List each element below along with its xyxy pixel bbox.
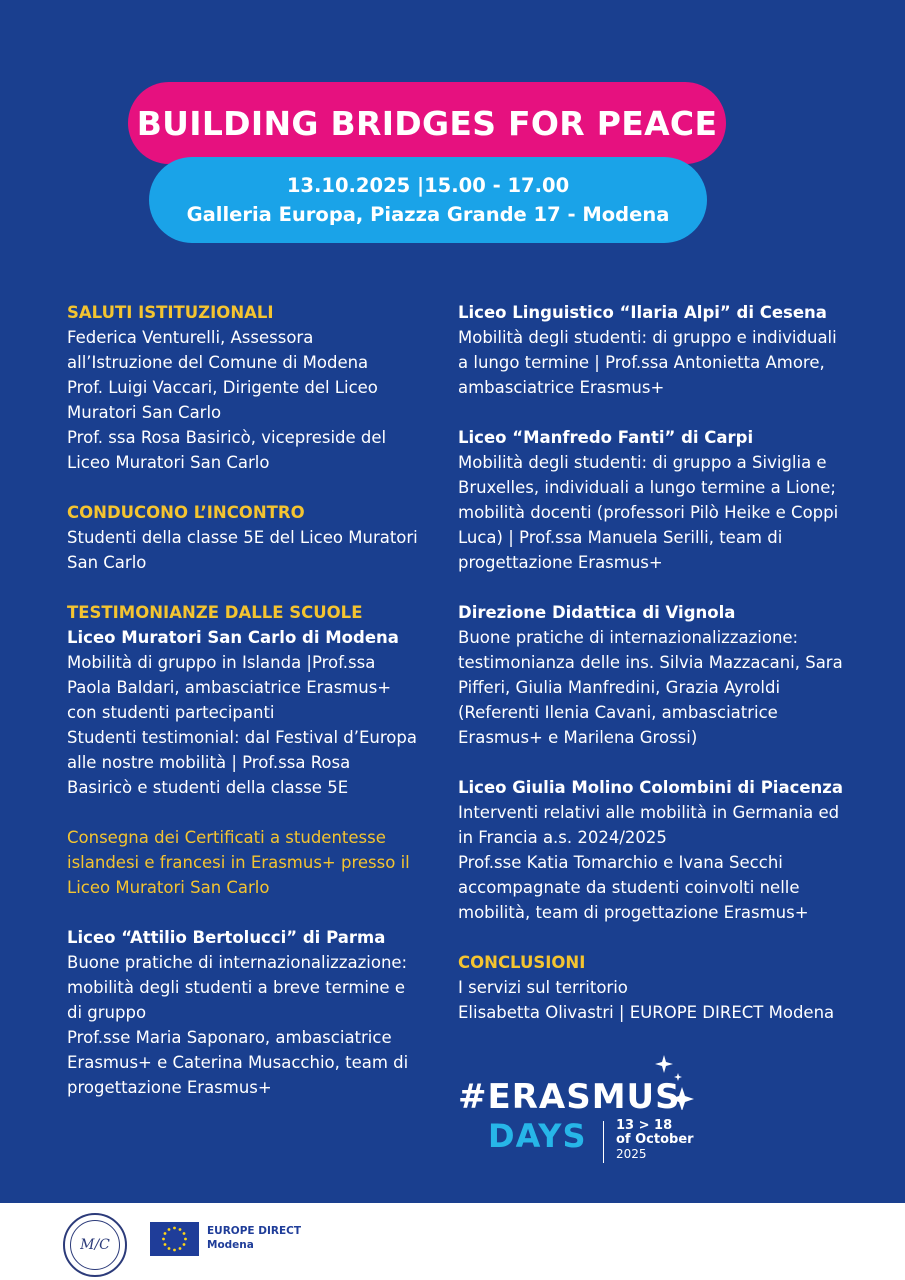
erasmus-dates bbox=[616, 1119, 694, 1161]
school-name: Liceo “Attilio Bertolucci” di Parma bbox=[67, 928, 386, 947]
event-datetime: 13.10.2025 |15.00 - 17.00 bbox=[286, 174, 570, 197]
alpi-line: ambasciatrice Erasmus+ bbox=[458, 378, 665, 397]
saluti-line: all’Istruzione del Comune di Modena bbox=[67, 353, 369, 372]
fanti-section bbox=[458, 425, 858, 575]
colombini-line: mobilità, team di progettazione Erasmus+ bbox=[458, 903, 809, 922]
right-column bbox=[458, 300, 858, 1050]
fanti-line: Bruxelles, individuali a lungo termine a Lione; bbox=[458, 478, 836, 497]
erasmus-title: #ERASMUS bbox=[458, 1077, 681, 1117]
erasmus-days-word: DAYS bbox=[488, 1117, 587, 1155]
event-info-banner bbox=[149, 157, 707, 243]
school-seal-logo bbox=[63, 1213, 127, 1277]
school-name: Liceo Linguistico “Ilaria Alpi” di Cesena bbox=[458, 303, 827, 322]
conducono-line: San Carlo bbox=[67, 553, 147, 572]
testimonianze-heading: TESTIMONIANZE DALLE SCUOLE bbox=[67, 603, 363, 622]
europe-direct-city: Modena bbox=[207, 1239, 254, 1251]
eu-flag-icon bbox=[150, 1222, 199, 1256]
colombini-section bbox=[458, 775, 858, 925]
dates-month: of October bbox=[616, 1132, 694, 1147]
school-seal-inner: M/C bbox=[70, 1220, 120, 1270]
testimonianze-line: Basiricò e studenti della classe 5E bbox=[67, 778, 349, 797]
vignola-line: testimonianza delle ins. Silvia Mazzacani, Sara bbox=[458, 653, 843, 672]
logo-divider bbox=[603, 1121, 604, 1163]
bertolucci-line: progettazione Erasmus+ bbox=[67, 1078, 272, 1097]
school-name: Liceo Muratori San Carlo di Modena bbox=[67, 628, 399, 647]
school-name: Liceo “Manfredo Fanti” di Carpi bbox=[458, 428, 754, 447]
bertolucci-line: Buone pratiche di internazionalizzazione: bbox=[67, 953, 408, 972]
colombini-line: Interventi relativi alle mobilità in Germania ed bbox=[458, 803, 840, 822]
fanti-line: progettazione Erasmus+ bbox=[458, 553, 663, 572]
bertolucci-line: mobilità degli studenti a breve termine e bbox=[67, 978, 405, 997]
conclusioni-section bbox=[458, 950, 858, 1025]
event-title: BUILDING BRIDGES FOR PEACE bbox=[136, 103, 718, 143]
vignola-section bbox=[458, 600, 858, 750]
saluti-heading: SALUTI ISTITUZIONALI bbox=[67, 303, 274, 322]
fanti-line: Luca) | Prof.ssa Manuela Serilli, team di bbox=[458, 528, 783, 547]
colombini-line: in Francia a.s. 2024/2025 bbox=[458, 828, 667, 847]
colombini-line: accompagnate da studenti coinvolti nelle bbox=[458, 878, 800, 897]
saluti-section bbox=[67, 300, 432, 475]
conclusioni-line: Elisabetta Olivastri | EUROPE DIRECT Modena bbox=[458, 1003, 835, 1022]
vignola-line: Buone pratiche di internazionalizzazione: bbox=[458, 628, 799, 647]
europe-direct-title: EUROPE DIRECT bbox=[207, 1225, 301, 1237]
school-name: Liceo Giulia Molino Colombini di Piacenza bbox=[458, 778, 844, 797]
testimonianze-line: Mobilità di gruppo in Islanda |Prof.ssa bbox=[67, 653, 376, 672]
consegna-section bbox=[67, 825, 432, 900]
consegna-line: Liceo Muratori San Carlo bbox=[67, 878, 270, 897]
vignola-line: Pifferi, Giulia Manfredini, Grazia Ayroldi bbox=[458, 678, 781, 697]
testimonianze-section bbox=[67, 600, 432, 800]
bertolucci-line: Erasmus+ e Caterina Musacchio, team di bbox=[67, 1053, 409, 1072]
saluti-line: Muratori San Carlo bbox=[67, 403, 222, 422]
conducono-heading: CONDUCONO L’INCONTRO bbox=[67, 503, 305, 522]
conclusioni-line: I servizi sul territorio bbox=[458, 978, 628, 997]
saluti-line: Prof. ssa Rosa Basiricò, vicepreside del bbox=[67, 428, 387, 447]
erasmus-days-logo bbox=[458, 1055, 718, 1170]
bertolucci-section bbox=[67, 925, 432, 1100]
school-name: Direzione Didattica di Vignola bbox=[458, 603, 736, 622]
colombini-line: Prof.sse Katia Tomarchio e Ivana Secchi bbox=[458, 853, 783, 872]
conducono-section bbox=[67, 500, 432, 575]
saluti-line: Prof. Luigi Vaccari, Dirigente del Liceo bbox=[67, 378, 378, 397]
left-column bbox=[67, 300, 432, 1125]
alpi-line: Mobilità degli studenti: di gruppo e individuali bbox=[458, 328, 837, 347]
consegna-line: islandesi e francesi in Erasmus+ presso il bbox=[67, 853, 410, 872]
vignola-line: Erasmus+ e Marilena Grossi) bbox=[458, 728, 698, 747]
dates-year: 2025 bbox=[616, 1147, 647, 1161]
fanti-line: Mobilità degli studenti: di gruppo a Siviglia e bbox=[458, 453, 827, 472]
testimonianze-line: alle nostre mobilità | Prof.ssa Rosa bbox=[67, 753, 351, 772]
conclusioni-heading: CONCLUSIONI bbox=[458, 953, 586, 972]
bertolucci-line: di gruppo bbox=[67, 1003, 147, 1022]
bertolucci-line: Prof.sse Maria Saponaro, ambasciatrice bbox=[67, 1028, 392, 1047]
alpi-section bbox=[458, 300, 858, 400]
fanti-line: mobilità docenti (professori Pilò Heike e Coppi bbox=[458, 503, 839, 522]
event-location: Galleria Europa, Piazza Grande 17 - Modena bbox=[186, 203, 670, 226]
event-title-banner bbox=[128, 82, 726, 164]
vignola-line: (Referenti Ilenia Cavani, ambasciatrice bbox=[458, 703, 778, 722]
alpi-line: a lungo termine | Prof.ssa Antonietta Amore, bbox=[458, 353, 825, 372]
footer bbox=[0, 1203, 905, 1280]
consegna-line: Consegna dei Certificati a studentesse bbox=[67, 828, 386, 847]
testimonianze-line: Paola Baldari, ambasciatrice Erasmus+ bbox=[67, 678, 392, 697]
europe-direct-label bbox=[207, 1224, 301, 1252]
testimonianze-line: Studenti testimonial: dal Festival d’Europa bbox=[67, 728, 417, 747]
saluti-line: Liceo Muratori San Carlo bbox=[67, 453, 270, 472]
testimonianze-line: con studenti partecipanti bbox=[67, 703, 275, 722]
saluti-line: Federica Venturelli, Assessora bbox=[67, 328, 314, 347]
conducono-line: Studenti della classe 5E del Liceo Muratori bbox=[67, 528, 418, 547]
dates-range: 13 > 18 bbox=[616, 1118, 673, 1133]
